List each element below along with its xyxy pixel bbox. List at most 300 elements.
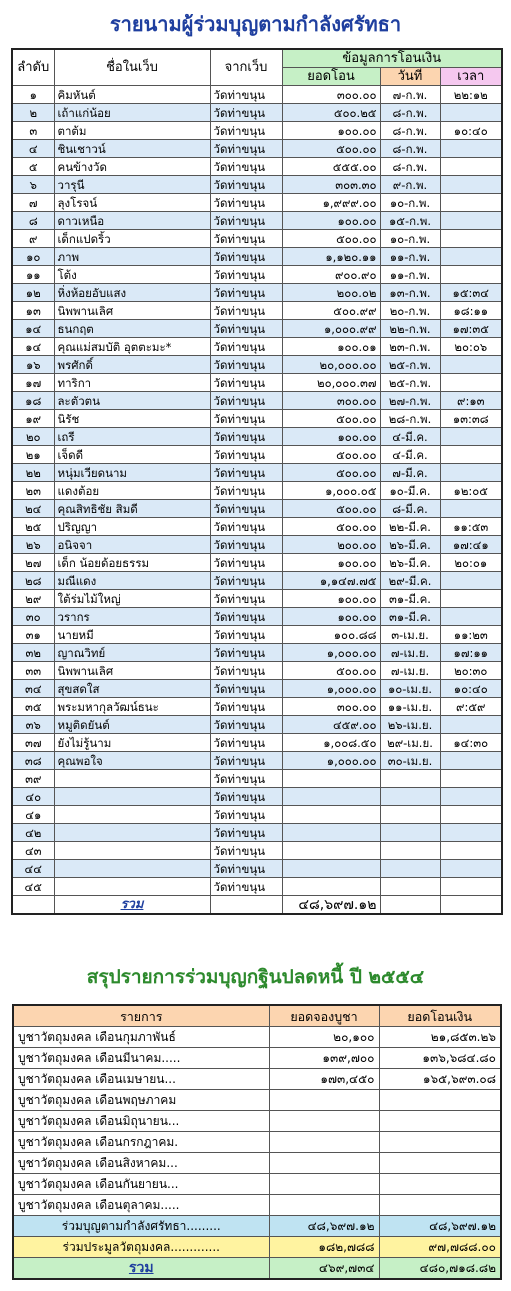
row-amount: ๑,๙๙๙.๐๐	[282, 194, 380, 212]
summary-transfer: ๑๖๕,๖๙๓.๐๘	[379, 1069, 501, 1090]
row-name: ญาณวิทย์	[54, 644, 210, 662]
summary-row	[13, 1174, 501, 1195]
row-amount	[282, 770, 380, 788]
row-date: ๔-มี.ค.	[380, 428, 440, 446]
row-time	[440, 770, 502, 788]
row-amount: ๕๐๐.๙๙	[282, 302, 380, 320]
row-name: คิมหันต์	[54, 86, 210, 104]
row-no: ๙	[12, 230, 54, 248]
row-amount: ๕๐๐.๐๐	[282, 140, 380, 158]
summary-transfer: ๔๘๐,๗๑๘.๘๒	[379, 1258, 501, 1280]
row-amount: ๔๕๙.๐๐	[282, 716, 380, 734]
row-from: วัดท่าขนุน	[210, 680, 282, 698]
row-amount: ๑๐๐.๘๘	[282, 626, 380, 644]
row-from: วัดท่าขนุน	[210, 572, 282, 590]
summary-title: สรุปรายการร่วมบุญกฐินปลดหนี้ ปี ๒๕๕๔	[86, 966, 425, 988]
row-name: พรศักดิ์	[54, 356, 210, 374]
row-date: ๘-มี.ค.	[380, 500, 440, 518]
row-time: ๑๒:๐๕	[440, 482, 502, 500]
row-no: ๔๕	[12, 878, 54, 896]
table-row	[12, 572, 502, 590]
row-name: วารุนี	[54, 176, 210, 194]
row-date: ๒๖-มี.ค.	[380, 554, 440, 572]
row-no: ๕	[12, 158, 54, 176]
table-row	[12, 158, 502, 176]
summary-pledge: ๒๐,๑๐๐	[269, 1027, 379, 1048]
row-from: วัดท่าขนุน	[210, 716, 282, 734]
row-from: วัดท่าขนุน	[210, 284, 282, 302]
row-name: คนข้างวัด	[54, 158, 210, 176]
row-time	[440, 842, 502, 860]
row-date: ๑๐-ก.พ.	[380, 194, 440, 212]
row-date: ๑๕-ก.พ.	[380, 212, 440, 230]
row-time	[440, 824, 502, 842]
row-no: ๒๒	[12, 464, 54, 482]
row-date: ๗-ก.พ.	[380, 86, 440, 104]
row-time	[440, 176, 502, 194]
total-spacer	[210, 896, 282, 915]
table-row	[12, 860, 502, 878]
table-row	[12, 752, 502, 770]
row-no: ๓๖	[12, 716, 54, 734]
row-name: เถ้าแก่น้อย	[54, 104, 210, 122]
row-date: ๒๕-ก.พ.	[380, 374, 440, 392]
table-row	[12, 266, 502, 284]
row-from: วัดท่าขนุน	[210, 752, 282, 770]
summary-pledge: ๑๗๓,๔๕๐	[269, 1069, 379, 1090]
summary-row	[13, 1069, 501, 1090]
row-date: ๓๐-เม.ย.	[380, 752, 440, 770]
col-header-transfer-group: ข้อมูลการโอนเงิน	[282, 49, 502, 68]
row-date	[380, 878, 440, 896]
row-from: วัดท่าขนุน	[210, 302, 282, 320]
row-no: ๒๗	[12, 554, 54, 572]
row-no: ๓	[12, 122, 54, 140]
row-name: ธนกฤต	[54, 320, 210, 338]
row-name	[54, 770, 210, 788]
summary-item: บูชาวัตถุมงคล เดือนกุมภาพันธ์	[13, 1027, 269, 1048]
row-date: ๒๖-มี.ค.	[380, 536, 440, 554]
summary-transfer	[379, 1111, 501, 1132]
summary-item: บูชาวัตถุมงคล เดือนสิงหาคม...	[13, 1153, 269, 1174]
row-time: ๑๘:๑๑	[440, 302, 502, 320]
row-date: ๒๙-เม.ย.	[380, 734, 440, 752]
col-header-name: ชื่อในเว็บ	[54, 49, 210, 86]
row-amount: ๑,๐๐๐.๐๐	[282, 752, 380, 770]
row-amount: ๑๐๐.๐๐	[282, 122, 380, 140]
row-name: มณีแดง	[54, 572, 210, 590]
summary-row-auction	[13, 1237, 501, 1258]
row-no: ๑๖	[12, 356, 54, 374]
table-row	[12, 482, 502, 500]
row-amount	[282, 806, 380, 824]
summary-pledge: ๑๓๙,๗๐๐	[269, 1048, 379, 1069]
table-row	[12, 788, 502, 806]
table-row	[12, 392, 502, 410]
row-from: วัดท่าขนุน	[210, 266, 282, 284]
row-from: วัดท่าขนุน	[210, 554, 282, 572]
row-name: คุณแม่สมบัติ อุตตะมะ*	[54, 338, 210, 356]
row-from: วัดท่าขนุน	[210, 698, 282, 716]
row-amount: ๕๐๐.๐๐	[282, 410, 380, 428]
row-time: ๒๒:๑๒	[440, 86, 502, 104]
row-time	[440, 446, 502, 464]
row-time: ๙:๑๓	[440, 392, 502, 410]
row-date	[380, 806, 440, 824]
table-row	[12, 734, 502, 752]
row-from: วัดท่าขนุน	[210, 824, 282, 842]
row-from: วัดท่าขนุน	[210, 248, 282, 266]
summary-row	[13, 1027, 501, 1048]
row-from: วัดท่าขนุน	[210, 734, 282, 752]
summary-row	[13, 1090, 501, 1111]
row-no: ๔๒	[12, 824, 54, 842]
table-row	[12, 500, 502, 518]
row-from: วัดท่าขนุน	[210, 104, 282, 122]
row-amount	[282, 824, 380, 842]
row-no: ๒๑	[12, 446, 54, 464]
row-date: ๒๐-ก.พ.	[380, 302, 440, 320]
row-amount: ๑,๐๐๘.๕๐	[282, 734, 380, 752]
row-time: ๒๐:๓๐	[440, 662, 502, 680]
row-name: คุณพอใจ	[54, 752, 210, 770]
table-row	[12, 410, 502, 428]
summary-pledge: ๑๘๒,๗๘๘	[269, 1237, 379, 1258]
row-time	[440, 104, 502, 122]
row-no: ๓๕	[12, 698, 54, 716]
table-row	[12, 662, 502, 680]
row-from: วัดท่าขนุน	[210, 608, 282, 626]
row-date	[380, 824, 440, 842]
row-from: วัดท่าขนุน	[210, 842, 282, 860]
row-time: ๑๗:๔๑	[440, 536, 502, 554]
table-row	[12, 554, 502, 572]
total-label: รวม	[54, 896, 210, 915]
row-no: ๓๔	[12, 680, 54, 698]
row-amount	[282, 788, 380, 806]
row-name: เจ็ดดี	[54, 446, 210, 464]
row-from: วัดท่าขนุน	[210, 518, 282, 536]
row-from: วัดท่าขนุน	[210, 806, 282, 824]
row-name: นิพพานเลิศ	[54, 662, 210, 680]
summary-pledge	[269, 1132, 379, 1153]
row-date: ๑๐-ก.พ.	[380, 230, 440, 248]
row-from: วัดท่าขนุน	[210, 392, 282, 410]
row-from: วัดท่าขนุน	[210, 878, 282, 896]
row-no: ๑๔	[12, 320, 54, 338]
row-from: วัดท่าขนุน	[210, 374, 282, 392]
row-date	[380, 770, 440, 788]
row-time	[440, 194, 502, 212]
table-row	[12, 356, 502, 374]
row-name: ตาต้ม	[54, 122, 210, 140]
summary-row	[13, 1195, 501, 1216]
row-time	[440, 212, 502, 230]
row-date	[380, 860, 440, 878]
table-row	[12, 248, 502, 266]
summary-table	[12, 1004, 502, 1280]
row-date: ๗-เม.ย.	[380, 644, 440, 662]
row-date: ๘-ก.พ.	[380, 158, 440, 176]
row-time: ๑๗:๑๑	[440, 644, 502, 662]
table-row	[12, 518, 502, 536]
row-amount: ๑,๐๐๐.๐๐	[282, 644, 380, 662]
table-row	[12, 122, 502, 140]
row-from: วัดท่าขนุน	[210, 590, 282, 608]
row-name: ดาวเหนือ	[54, 212, 210, 230]
col-header-date: วันที่	[380, 68, 440, 86]
row-time	[440, 428, 502, 446]
row-no: ๑๓	[12, 302, 54, 320]
row-name: สุขสดใส	[54, 680, 210, 698]
row-from: วัดท่าขนุน	[210, 338, 282, 356]
row-date: ๙-ก.พ.	[380, 176, 440, 194]
row-time: ๙:๕๙	[440, 698, 502, 716]
row-no: ๘	[12, 212, 54, 230]
table-row	[12, 230, 502, 248]
row-from: วัดท่าขนุน	[210, 410, 282, 428]
row-no: ๖	[12, 176, 54, 194]
row-date: ๒๕-ก.พ.	[380, 356, 440, 374]
summary-transfer	[379, 1090, 501, 1111]
table-row	[12, 842, 502, 860]
row-date: ๘-ก.พ.	[380, 104, 440, 122]
row-from: วัดท่าขนุน	[210, 662, 282, 680]
row-no: ๔	[12, 140, 54, 158]
row-time	[440, 464, 502, 482]
row-amount: ๕๐๐.๐๐	[282, 500, 380, 518]
row-name: นายหมี	[54, 626, 210, 644]
table-row	[12, 536, 502, 554]
table-row	[12, 806, 502, 824]
row-name: ยังไม่รู้นาม	[54, 734, 210, 752]
row-from: วัดท่าขนุน	[210, 644, 282, 662]
row-time: ๑๔:๓๐	[440, 734, 502, 752]
row-date: ๒๒-ก.พ.	[380, 320, 440, 338]
row-time	[440, 590, 502, 608]
row-time	[440, 752, 502, 770]
summary-item: บูชาวัตถุมงคล เดือนเมษายน...	[13, 1069, 269, 1090]
row-date	[380, 842, 440, 860]
row-no: ๒๓	[12, 482, 54, 500]
row-from: วัดท่าขนุน	[210, 482, 282, 500]
row-from: วัดท่าขนุน	[210, 176, 282, 194]
row-amount: ๑,๐๐๐.๐๐	[282, 680, 380, 698]
row-name	[54, 878, 210, 896]
row-name: ทาริกา	[54, 374, 210, 392]
row-name: คุณสิทธิชัย สิมดี	[54, 500, 210, 518]
summary-transfer: ๒๑,๘๕๓.๒๖	[379, 1027, 501, 1048]
row-no: ๒๖	[12, 536, 54, 554]
row-time: ๑๐:๔๐	[440, 122, 502, 140]
row-from: วัดท่าขนุน	[210, 122, 282, 140]
row-name: เถรี	[54, 428, 210, 446]
row-from: วัดท่าขนุน	[210, 356, 282, 374]
row-from: วัดท่าขนุน	[210, 158, 282, 176]
table-row	[12, 140, 502, 158]
row-time	[440, 158, 502, 176]
row-from: วัดท่าขนุน	[210, 788, 282, 806]
row-no: ๔๐	[12, 788, 54, 806]
col-header-amount: ยอดโอน	[282, 68, 380, 86]
row-name: โต้ง	[54, 266, 210, 284]
row-no: ๒๘	[12, 572, 54, 590]
row-from: วัดท่าขนุน	[210, 140, 282, 158]
table-row	[12, 176, 502, 194]
row-amount: ๑,๐๐๐.๙๙	[282, 320, 380, 338]
row-no: ๓๑	[12, 626, 54, 644]
row-amount: ๓๐๐.๐๐	[282, 698, 380, 716]
table-row	[12, 320, 502, 338]
row-date: ๓๑-มี.ค.	[380, 590, 440, 608]
row-amount	[282, 878, 380, 896]
summary-item: รวม	[13, 1258, 269, 1280]
row-no: ๑๔	[12, 338, 54, 356]
row-name: ภาพ	[54, 248, 210, 266]
row-name: ละตัวตน	[54, 392, 210, 410]
total-spacer	[380, 896, 440, 915]
row-from: วัดท่าขนุน	[210, 536, 282, 554]
row-amount: ๑๐๐.๐๐	[282, 212, 380, 230]
total-amount: ๔๘,๖๙๗.๑๒	[282, 896, 380, 915]
row-date: ๓-เม.ย.	[380, 626, 440, 644]
col-header-no: ลำดับ	[12, 49, 54, 86]
row-amount	[282, 860, 380, 878]
table-row	[12, 284, 502, 302]
row-time: ๑๑:๕๓	[440, 518, 502, 536]
summary-transfer	[379, 1153, 501, 1174]
row-from: วัดท่าขนุน	[210, 86, 282, 104]
row-no: ๓๗	[12, 734, 54, 752]
summary-row	[13, 1048, 501, 1069]
table-row	[12, 680, 502, 698]
row-amount: ๓๐๐.๐๐	[282, 392, 380, 410]
row-no: ๔๔	[12, 860, 54, 878]
row-name: หิ่งห้อยอับแสง	[54, 284, 210, 302]
row-amount: ๑๐๐.๐๑	[282, 338, 380, 356]
table-row	[12, 212, 502, 230]
row-amount: ๑๐๐.๐๐	[282, 590, 380, 608]
row-amount: ๒๐,๐๐๐.๐๐	[282, 356, 380, 374]
summary-row	[13, 1111, 501, 1132]
row-no: ๒๐	[12, 428, 54, 446]
summary-pledge	[269, 1153, 379, 1174]
row-amount: ๕๐๐.๒๕	[282, 104, 380, 122]
table-row	[12, 302, 502, 320]
summary-header-transfer: ยอดโอนเงิน	[379, 1005, 501, 1027]
donor-table	[11, 48, 503, 915]
row-date: ๑๓-ก.พ.	[380, 284, 440, 302]
summary-row	[13, 1132, 501, 1153]
row-name: นิพพานเลิศ	[54, 302, 210, 320]
summary-pledge: ๔๖๙,๗๓๔	[269, 1258, 379, 1280]
row-from: วัดท่าขนุน	[210, 230, 282, 248]
row-no: ๗	[12, 194, 54, 212]
summary-transfer	[379, 1195, 501, 1216]
row-no: ๒	[12, 104, 54, 122]
row-amount: ๓๐๓.๓๐	[282, 176, 380, 194]
row-time	[440, 500, 502, 518]
summary-header-pledge: ยอดจองบูชา	[269, 1005, 379, 1027]
total-spacer	[12, 896, 54, 915]
summary-row	[13, 1153, 501, 1174]
row-name: วรากร	[54, 608, 210, 626]
table-row	[12, 644, 502, 662]
row-no: ๑๘	[12, 392, 54, 410]
row-amount: ๕๐๐.๐๐	[282, 464, 380, 482]
row-amount: ๒๐๐.๐๒	[282, 284, 380, 302]
table-row	[12, 770, 502, 788]
row-time	[440, 266, 502, 284]
row-date: ๒๘-ก.พ.	[380, 410, 440, 428]
summary-row-donation	[13, 1216, 501, 1237]
table-row	[12, 716, 502, 734]
summary-item: บูชาวัตถุมงคล เดือนกรกฎาคม.	[13, 1132, 269, 1153]
table-row	[12, 464, 502, 482]
summary-item: บูชาวัตถุมงคล เดือนมิถุนายน...	[13, 1111, 269, 1132]
row-amount: ๕๕๕.๐๐	[282, 158, 380, 176]
row-time	[440, 140, 502, 158]
row-amount: ๑,๑๔๗.๗๕	[282, 572, 380, 590]
row-name: นิรัช	[54, 410, 210, 428]
row-name: ปริญญา	[54, 518, 210, 536]
row-name: ใต้ร่มไม้ใหญ่	[54, 590, 210, 608]
summary-row-total	[13, 1258, 501, 1280]
row-time: ๒๐:๐๑	[440, 554, 502, 572]
table-row	[12, 590, 502, 608]
row-date: ๒๓-ก.พ.	[380, 338, 440, 356]
table-row	[12, 374, 502, 392]
row-time	[440, 608, 502, 626]
col-header-from: จากเว็บ	[210, 49, 282, 86]
row-amount: ๑,๐๐๐.๐๕	[282, 482, 380, 500]
row-name	[54, 842, 210, 860]
row-from: วัดท่าขนุน	[210, 428, 282, 446]
table-row	[12, 104, 502, 122]
row-time	[440, 230, 502, 248]
row-name: เด็กแปดริ้ว	[54, 230, 210, 248]
table-row	[12, 86, 502, 104]
summary-pledge: ๔๘,๖๙๗.๑๒	[269, 1216, 379, 1237]
row-amount: ๑๐๐.๐๐	[282, 428, 380, 446]
row-date: ๒๒-มี.ค.	[380, 518, 440, 536]
table-row	[12, 446, 502, 464]
row-no: ๔๑	[12, 806, 54, 824]
summary-item: บูชาวัตถุมงคล เดือนพฤษภาคม	[13, 1090, 269, 1111]
row-date: ๑๑-เม.ย.	[380, 698, 440, 716]
row-name	[54, 806, 210, 824]
row-amount	[282, 842, 380, 860]
table-row	[12, 428, 502, 446]
summary-pledge	[269, 1174, 379, 1195]
row-from: วัดท่าขนุน	[210, 212, 282, 230]
row-name: หนุ่มเวียดนาม	[54, 464, 210, 482]
row-date: ๘-ก.พ.	[380, 140, 440, 158]
row-name: ชินเชาวน์	[54, 140, 210, 158]
row-amount: ๕๐๐.๐๐	[282, 446, 380, 464]
row-from: วัดท่าขนุน	[210, 770, 282, 788]
table-row	[12, 194, 502, 212]
row-from: วัดท่าขนุน	[210, 320, 282, 338]
row-name: หมูติดยันต์	[54, 716, 210, 734]
row-no: ๑๒	[12, 284, 54, 302]
row-no: ๓๐	[12, 608, 54, 626]
row-date: ๒๗-ก.พ.	[380, 392, 440, 410]
summary-item: บูชาวัตถุมงคล เดือนกันยายน...	[13, 1174, 269, 1195]
row-date: ๘-ก.พ.	[380, 122, 440, 140]
summary-pledge	[269, 1195, 379, 1216]
row-amount: ๒๐๐.๐๐	[282, 536, 380, 554]
